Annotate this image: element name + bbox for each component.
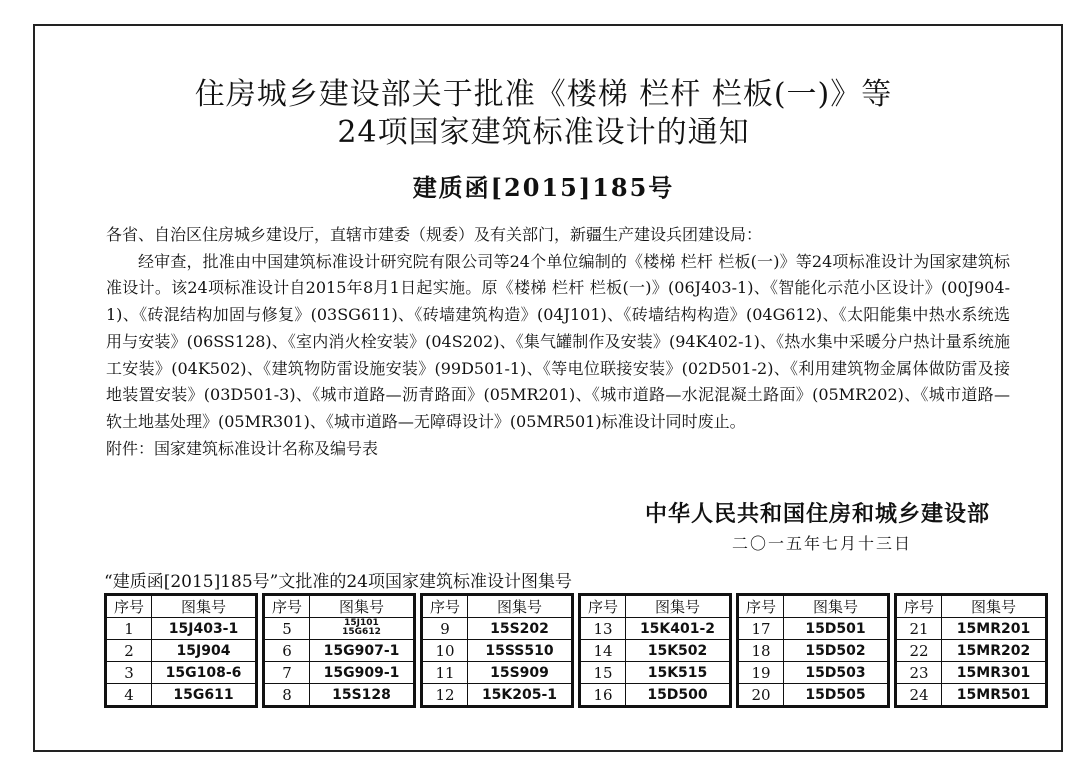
table-row xyxy=(581,640,730,662)
table-group xyxy=(894,593,1048,708)
atlas-no-top: 15J101 xyxy=(344,618,379,628)
table-row xyxy=(739,662,888,684)
document-title-line-2: 24项国家建筑标准设计的通知 xyxy=(337,115,750,150)
header-atlas-no: 图集号 xyxy=(784,596,888,618)
table-header-row xyxy=(107,596,256,618)
atlas-no-cell: 15S202 xyxy=(468,618,572,640)
header-atlas-no: 图集号 xyxy=(152,596,256,618)
atlas-no-cell: 15MR202 xyxy=(942,640,1046,662)
table-header-row xyxy=(581,596,730,618)
document-body xyxy=(106,222,1010,462)
header-serial-no: 序号 xyxy=(265,596,310,618)
table-row xyxy=(739,640,888,662)
atlas-no-cell: 15D500 xyxy=(626,684,730,706)
serial-no-cell: 19 xyxy=(739,662,784,684)
header-atlas-no: 图集号 xyxy=(942,596,1046,618)
atlas-no-cell: 15MR501 xyxy=(942,684,1046,706)
table-row xyxy=(107,640,256,662)
header-atlas-no: 图集号 xyxy=(310,596,414,618)
issuing-authority: 中华人民共和国住房和城乡建设部 xyxy=(644,502,990,527)
table-group-grid xyxy=(896,595,1046,706)
serial-no-cell: 11 xyxy=(423,662,468,684)
atlas-no-cell: 15D505 xyxy=(784,684,888,706)
atlas-no-cell: 15MR201 xyxy=(942,618,1046,640)
header-atlas-no: 图集号 xyxy=(626,596,730,618)
table-row xyxy=(107,618,256,640)
table-row xyxy=(265,618,414,640)
header-serial-no: 序号 xyxy=(739,596,784,618)
serial-no-cell: 8 xyxy=(265,684,310,706)
atlas-no-cell: 15K502 xyxy=(626,640,730,662)
atlas-no-cell: 15K205-1 xyxy=(468,684,572,706)
serial-no-cell: 20 xyxy=(739,684,784,706)
atlas-number-table xyxy=(104,593,1048,708)
header-serial-no: 序号 xyxy=(107,596,152,618)
atlas-no-cell: 15J403-1 xyxy=(152,618,256,640)
atlas-no-cell xyxy=(310,618,414,640)
serial-no-cell: 7 xyxy=(265,662,310,684)
table-row xyxy=(265,662,414,684)
table-row xyxy=(581,684,730,706)
serial-no-cell: 22 xyxy=(897,640,942,662)
serial-no-cell: 6 xyxy=(265,640,310,662)
stacked-atlas-no xyxy=(342,619,381,637)
table-header-row xyxy=(265,596,414,618)
atlas-no-cell: 15MR301 xyxy=(942,662,1046,684)
atlas-no-cell: 15D502 xyxy=(784,640,888,662)
atlas-no-cell: 15K515 xyxy=(626,662,730,684)
document-title-line-1: 住房城乡建设部关于批准《楼梯 栏杆 栏板(一)》等 xyxy=(194,77,893,112)
table-row xyxy=(739,618,888,640)
table-header-row xyxy=(423,596,572,618)
table-row xyxy=(423,662,572,684)
serial-no-cell: 4 xyxy=(107,684,152,706)
table-group xyxy=(736,593,890,708)
header-atlas-no: 图集号 xyxy=(468,596,572,618)
serial-no-cell: 16 xyxy=(581,684,626,706)
serial-no-cell: 13 xyxy=(581,618,626,640)
atlas-no-cell: 15D503 xyxy=(784,662,888,684)
table-row xyxy=(581,662,730,684)
atlas-no-bottom: 15G612 xyxy=(342,627,381,637)
serial-no-cell: 17 xyxy=(739,618,784,640)
table-row xyxy=(897,684,1046,706)
attachment-line: 附件：国家建筑标准设计名称及编号表 xyxy=(106,438,379,458)
atlas-no-cell: 15G907-1 xyxy=(310,640,414,662)
serial-no-cell: 15 xyxy=(581,662,626,684)
table-group-grid xyxy=(422,595,572,706)
table-group-grid xyxy=(106,595,256,706)
atlas-no-cell: 15S128 xyxy=(310,684,414,706)
addressee: 各省、自治区住房城乡建设厅，直辖市建委（规委）及有关部门，新疆生产建设兵团建设局： xyxy=(106,225,763,244)
notice-paragraph: 经审查，批准由中国建筑标准设计研究院有限公司等24个单位编制的《楼梯 栏杆 栏板(一)》等24项标准设计为国家建筑标准设计。该24项标准设计自2015年8月1日起实施。原《楼梯 栏杆 栏板(一)》(06J403-1)、《智能化示范小区设计》(00J904-1)、《砖混结构加固与修复》(03SG611)、《砖墙建筑构造》(04J101)、《砖墙结构构造》(04G612)、《太阳能集中热水系统选用与安装》(06SS128)、《室内消火栓安装》(04S202)、《集气罐制作及安装》(94K402-1)、《热水集中采暖分户热计量系统施工安装》(04K502)、《建筑物防雷设施安装》(99D501-1)、《等电位联接安装》(02D501-2)、《利用建筑物金属体做防雷及接地装置安装》(03D501-3)、《城市道路—沥青路面》(05MR201)、《城市道路—水泥混凝土路面》(05MR202)、《城市道路—软土地基处理》(05MR301)、《城市道路—无障碍设计》(05MR501)标准设计同时废止。 xyxy=(106,251,1010,431)
table-row xyxy=(107,662,256,684)
table-caption: “建质函[2015]185号”文批准的24项国家建筑标准设计图集号 xyxy=(104,572,572,592)
table-group-grid xyxy=(264,595,414,706)
table-group xyxy=(104,593,258,708)
header-serial-no: 序号 xyxy=(581,596,626,618)
atlas-no-cell: 15G909-1 xyxy=(310,662,414,684)
atlas-no-cell: 15K401-2 xyxy=(626,618,730,640)
table-row xyxy=(897,662,1046,684)
serial-no-cell: 18 xyxy=(739,640,784,662)
atlas-no-cell: 15G108-6 xyxy=(152,662,256,684)
table-row xyxy=(423,640,572,662)
table-row xyxy=(107,684,256,706)
table-row xyxy=(739,684,888,706)
serial-no-cell: 2 xyxy=(107,640,152,662)
table-group xyxy=(420,593,574,708)
table-row xyxy=(581,618,730,640)
header-serial-no: 序号 xyxy=(897,596,942,618)
serial-no-cell: 1 xyxy=(107,618,152,640)
atlas-no-cell: 15J904 xyxy=(152,640,256,662)
table-group xyxy=(262,593,416,708)
atlas-no-cell: 15D501 xyxy=(784,618,888,640)
table-header-row xyxy=(897,596,1046,618)
serial-no-cell: 10 xyxy=(423,640,468,662)
document-number: 建质函[2015]185号 xyxy=(412,173,675,202)
table-row xyxy=(423,684,572,706)
table-row xyxy=(265,640,414,662)
serial-no-cell: 14 xyxy=(581,640,626,662)
issue-date: 二〇一五年七月十三日 xyxy=(731,534,912,553)
atlas-no-cell: 15S909 xyxy=(468,662,572,684)
table-group-grid xyxy=(738,595,888,706)
table-row xyxy=(897,618,1046,640)
header-serial-no: 序号 xyxy=(423,596,468,618)
atlas-no-cell: 15SS510 xyxy=(468,640,572,662)
table-group xyxy=(578,593,732,708)
table-row xyxy=(423,618,572,640)
serial-no-cell: 9 xyxy=(423,618,468,640)
table-header-row xyxy=(739,596,888,618)
serial-no-cell: 24 xyxy=(897,684,942,706)
serial-no-cell: 5 xyxy=(265,618,310,640)
table-group-grid xyxy=(580,595,730,706)
table-row xyxy=(265,684,414,706)
serial-no-cell: 3 xyxy=(107,662,152,684)
serial-no-cell: 21 xyxy=(897,618,942,640)
atlas-no-cell: 15G611 xyxy=(152,684,256,706)
table-row xyxy=(897,640,1046,662)
serial-no-cell: 23 xyxy=(897,662,942,684)
serial-no-cell: 12 xyxy=(423,684,468,706)
